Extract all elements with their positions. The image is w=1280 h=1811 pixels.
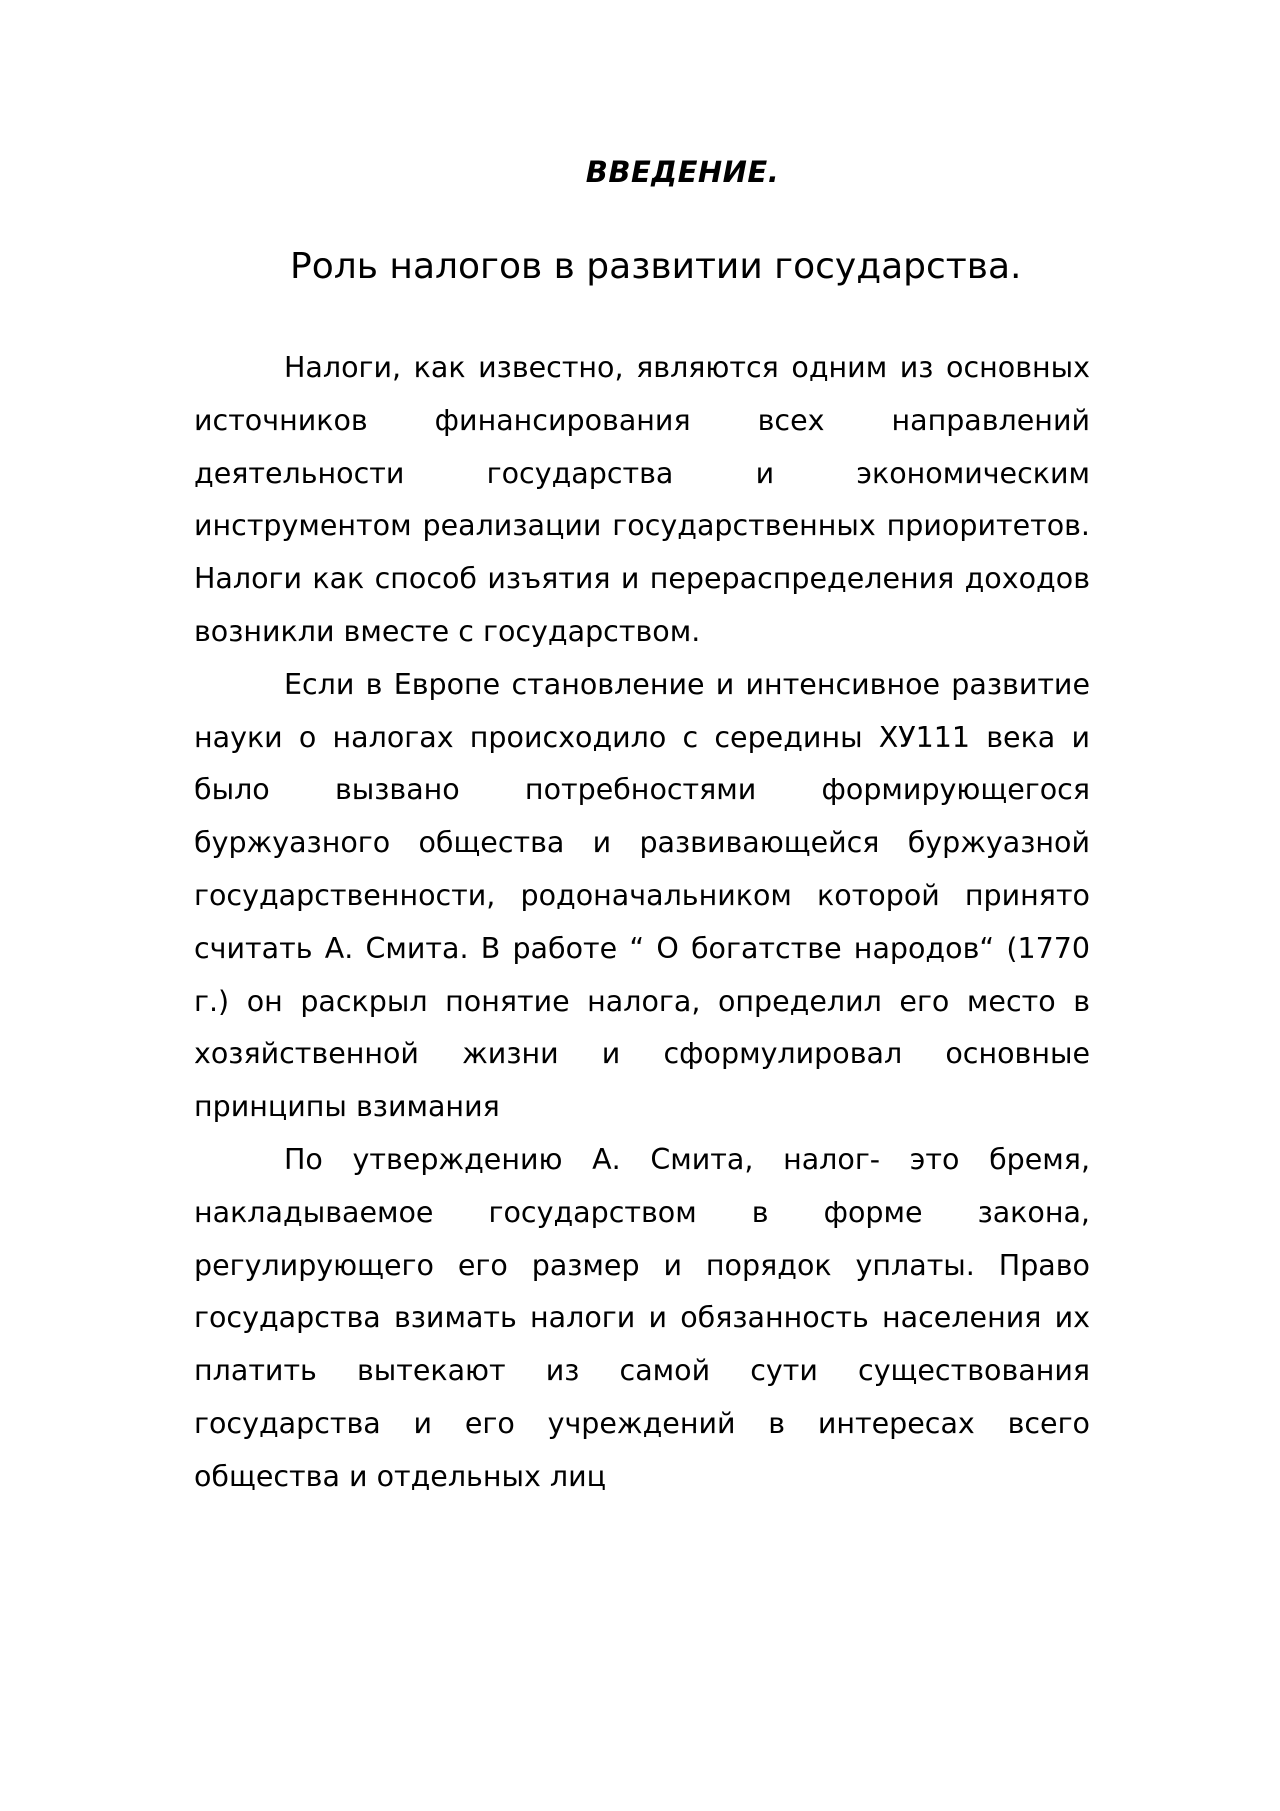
- body-text: [194, 342, 1090, 1504]
- page-subtitle: Роль налогов в развитии государства.: [290, 246, 1022, 287]
- paragraph-2: Если в Европе становление и интенсивное развитие науки о налогах происходило с середины ХУ111 века и было вызвано потребностями формирующегося буржуазного общества и развивающейся буржуазной государственности, родоначальником которой принято считать А. Смита. В работе “ О богатстве народов“ (1770 г.) он раскрыл понятие налога, определил его место в хозяйственной жизни и сформулировал основные принципы взимания: [194, 667, 1090, 1124]
- page-heading: ВВЕДЕНИЕ.: [585, 155, 780, 189]
- paragraph-3: По утверждению А. Смита, налог- это бремя, накладываемое государством в форме закона, регулирующего его размер и порядок уплаты. Право государства взимать налоги и обязанность населения их платить вытекают из самой сути существования государства и его учреждений в интересах всего общества и отдельных лиц: [194, 1142, 1090, 1493]
- paragraph-1: Налоги, как известно, являются одним из основных источников финансирования всех направлений деятельности государства и экономическим инструментом реализации государственных приоритетов. Налоги как способ изъятия и перераспределения доходов возникли вместе с государством.: [194, 351, 1090, 648]
